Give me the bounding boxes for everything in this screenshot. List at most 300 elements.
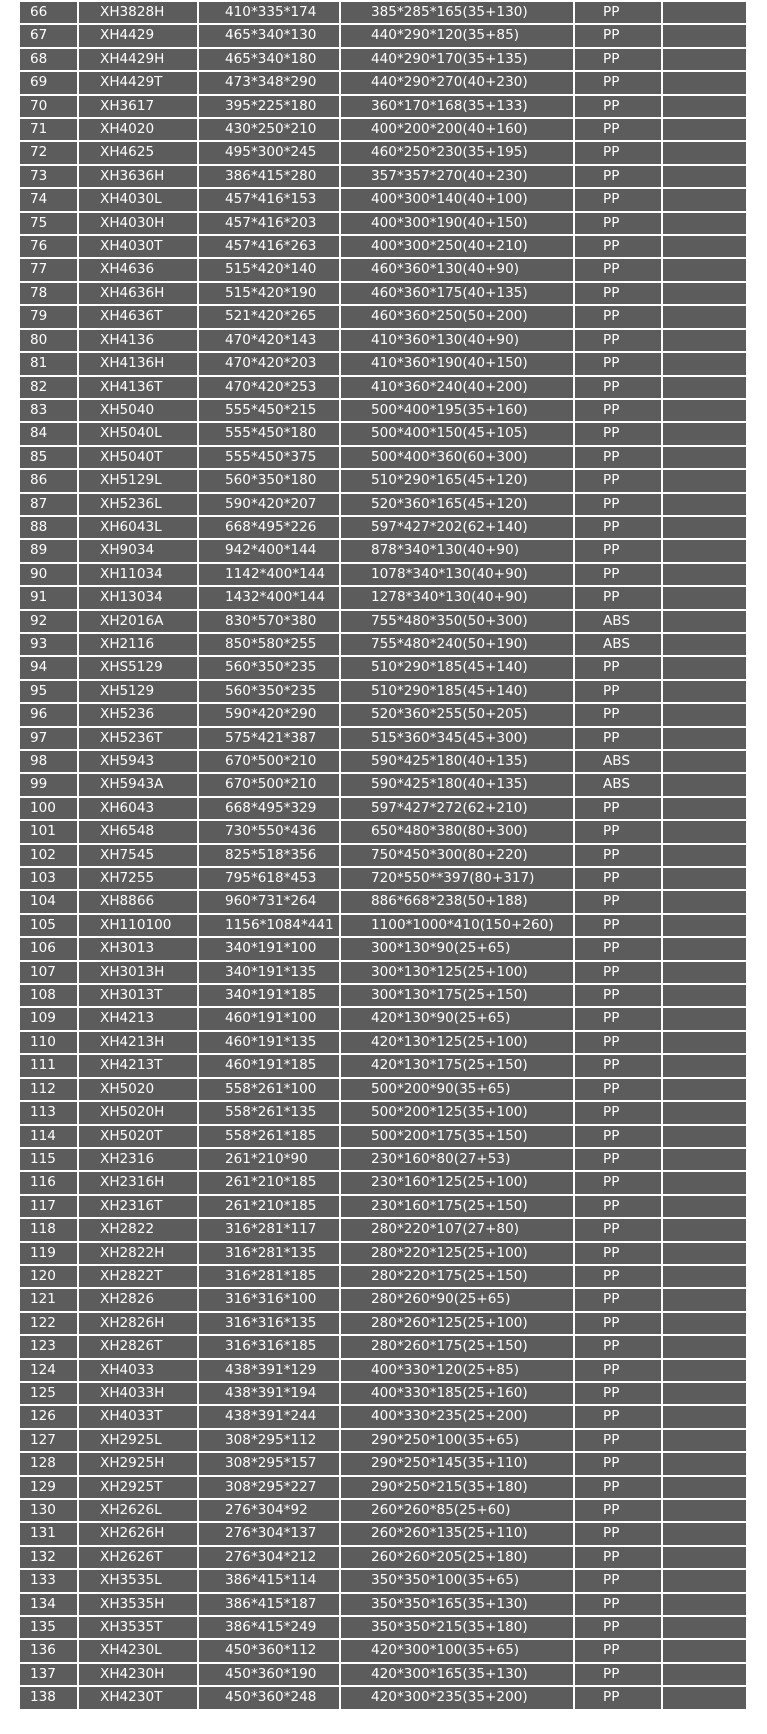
model-cell: XH4636H (79, 283, 197, 304)
material-cell: PP (575, 142, 661, 163)
flag-cell: 是 (663, 1055, 746, 1076)
model-cell: XH2822H (79, 1243, 197, 1264)
material-cell: PP (575, 1360, 661, 1381)
inner-size-cell: 300*130*175(25+150) (341, 985, 573, 1006)
table-row (20, 1687, 746, 1708)
row-number-cell: 119 (20, 1243, 77, 1264)
row-number-cell: 92 (20, 611, 77, 632)
model-cell: XH2826 (79, 1289, 197, 1310)
table-row (20, 798, 746, 819)
inner-size-cell: 420*300*165(35+130) (341, 1664, 573, 1685)
row-number-cell: 138 (20, 1687, 77, 1708)
row-number-cell: 87 (20, 494, 77, 515)
flag-cell: 是 (663, 517, 746, 538)
material-cell: PP (575, 681, 661, 702)
row-number-cell: 134 (20, 1594, 77, 1615)
flag-cell: 是 (663, 915, 746, 936)
outer-size-cell: 340*191*100 (199, 938, 339, 959)
row-number-cell: 127 (20, 1430, 77, 1451)
material-cell: PP (575, 400, 661, 421)
outer-size-cell: 1142*400*144 (199, 564, 339, 585)
inner-size-cell: 510*290*185(45+140) (341, 657, 573, 678)
outer-size-cell: 316*316*100 (199, 1289, 339, 1310)
row-number-cell: 124 (20, 1360, 77, 1381)
model-cell: XH5020T (79, 1126, 197, 1147)
material-cell: PP (575, 236, 661, 257)
outer-size-cell: 386*415*187 (199, 1594, 339, 1615)
outer-size-cell: 560*350*180 (199, 470, 339, 491)
model-cell: XH4213T (79, 1055, 197, 1076)
row-number-cell: 97 (20, 728, 77, 749)
flag-cell: 是 (663, 189, 746, 210)
outer-size-cell: 308*295*112 (199, 1430, 339, 1451)
table-row (20, 1149, 746, 1170)
row-number-cell: 95 (20, 681, 77, 702)
table-row (20, 1500, 746, 1521)
flag-cell: 是 (663, 634, 746, 655)
material-cell: PP (575, 915, 661, 936)
table-row (20, 517, 746, 538)
row-number-cell: 84 (20, 423, 77, 444)
flag-cell: 是 (663, 1032, 746, 1053)
outer-size-cell: 261*210*185 (199, 1172, 339, 1193)
inner-size-cell: 420*130*175(25+150) (341, 1055, 573, 1076)
flag-cell: 是 (663, 25, 746, 46)
row-number-cell: 105 (20, 915, 77, 936)
inner-size-cell: 520*360*165(45+120) (341, 494, 573, 515)
model-cell: XH4230L (79, 1640, 197, 1661)
product-spec-table (18, 0, 767, 1711)
material-cell: PP (575, 1523, 661, 1544)
table-row (20, 1523, 746, 1544)
model-cell: XH4429H (79, 49, 197, 70)
material-cell: PP (575, 377, 661, 398)
row-number-cell: 113 (20, 1102, 77, 1123)
row-number-cell: 116 (20, 1172, 77, 1193)
inner-size-cell: 440*290*170(35+135) (341, 49, 573, 70)
material-cell: PP (575, 540, 661, 561)
row-number-cell: 100 (20, 798, 77, 819)
model-cell: XH3013 (79, 938, 197, 959)
flag-cell: 是 (663, 49, 746, 70)
row-number-cell: 78 (20, 283, 77, 304)
table-row (20, 236, 746, 257)
outer-size-cell: 450*360*112 (199, 1640, 339, 1661)
table-row (20, 1032, 746, 1053)
flag-cell: 是 (663, 213, 746, 234)
table-row (20, 1172, 746, 1193)
material-cell: PP (575, 306, 661, 327)
inner-size-cell: 500*400*150(45+105) (341, 423, 573, 444)
model-cell: XH4136H (79, 353, 197, 374)
table-row (20, 377, 746, 398)
table-row (20, 25, 746, 46)
inner-size-cell: 590*425*180(40+135) (341, 751, 573, 772)
table-row (20, 1430, 746, 1451)
outer-size-cell: 670*500*210 (199, 751, 339, 772)
table-row (20, 189, 746, 210)
flag-cell: 是 (663, 657, 746, 678)
model-cell: XHS5129 (79, 657, 197, 678)
inner-size-cell: 410*360*130(40+90) (341, 330, 573, 351)
material-cell: PP (575, 470, 661, 491)
outer-size-cell: 470*420*203 (199, 353, 339, 374)
flag-cell: 是 (663, 283, 746, 304)
model-cell: XH2316 (79, 1149, 197, 1170)
row-number-cell: 129 (20, 1477, 77, 1498)
outer-size-cell: 340*191*135 (199, 962, 339, 983)
inner-size-cell: 280*260*125(25+100) (341, 1313, 573, 1334)
model-cell: XH5943A (79, 774, 197, 795)
material-cell: PP (575, 1266, 661, 1287)
outer-size-cell: 308*295*227 (199, 1477, 339, 1498)
inner-size-cell: 500*400*195(35+160) (341, 400, 573, 421)
flag-cell: 是 (663, 1008, 746, 1029)
outer-size-cell: 521*420*265 (199, 306, 339, 327)
inner-size-cell: 515*360*345(45+300) (341, 728, 573, 749)
inner-size-cell: 878*340*130(40+90) (341, 540, 573, 561)
material-cell: PP (575, 1406, 661, 1427)
row-number-cell: 135 (20, 1617, 77, 1638)
flag-cell: 否 (663, 1687, 746, 1708)
inner-size-cell: 590*425*180(40+135) (341, 774, 573, 795)
outer-size-cell: 473*348*290 (199, 72, 339, 93)
material-cell: PP (575, 728, 661, 749)
flag-cell: 是 (663, 540, 746, 561)
outer-size-cell: 261*210*185 (199, 1196, 339, 1217)
table-row (20, 1570, 746, 1591)
flag-cell: 是 (663, 1266, 746, 1287)
flag-cell: 是 (663, 330, 746, 351)
outer-size-cell: 850*580*255 (199, 634, 339, 655)
flag-cell: 是 (663, 306, 746, 327)
flag-cell: 否 (663, 1453, 746, 1474)
outer-size-cell: 276*304*212 (199, 1547, 339, 1568)
outer-size-cell: 470*420*143 (199, 330, 339, 351)
row-number-cell: 101 (20, 821, 77, 842)
model-cell: XH7545 (79, 845, 197, 866)
material-cell: PP (575, 657, 661, 678)
table-row (20, 845, 746, 866)
material-cell: PP (575, 587, 661, 608)
flag-cell: 是 (663, 400, 746, 421)
flag-cell: 是 (663, 1172, 746, 1193)
row-number-cell: 132 (20, 1547, 77, 1568)
outer-size-cell: 386*415*249 (199, 1617, 339, 1638)
model-cell: XH7255 (79, 868, 197, 889)
inner-size-cell: 410*360*240(40+200) (341, 377, 573, 398)
inner-size-cell: 1278*340*130(40+90) (341, 587, 573, 608)
table-row (20, 728, 746, 749)
inner-size-cell: 280*220*175(25+150) (341, 1266, 573, 1287)
flag-cell: 是 (663, 2, 746, 23)
table-row (20, 400, 746, 421)
material-cell: PP (575, 1640, 661, 1661)
table-row (20, 564, 746, 585)
inner-size-cell: 230*160*125(25+100) (341, 1172, 573, 1193)
row-number-cell: 131 (20, 1523, 77, 1544)
flag-cell: 是 (663, 72, 746, 93)
inner-size-cell: 510*290*165(45+120) (341, 470, 573, 491)
row-number-cell: 114 (20, 1126, 77, 1147)
model-cell: XH5020 (79, 1079, 197, 1100)
inner-size-cell: 460*360*130(40+90) (341, 259, 573, 280)
material-cell: ABS (575, 774, 661, 795)
inner-size-cell: 300*130*90(25+65) (341, 938, 573, 959)
model-cell: XH6043L (79, 517, 197, 538)
material-cell: PP (575, 1172, 661, 1193)
inner-size-cell: 410*360*190(40+150) (341, 353, 573, 374)
table-row (20, 1102, 746, 1123)
table-row (20, 330, 746, 351)
table-row (20, 49, 746, 70)
outer-size-cell: 316*316*185 (199, 1336, 339, 1357)
table-row (20, 1664, 746, 1685)
material-cell: PP (575, 1219, 661, 1240)
inner-size-cell: 280*260*90(25+65) (341, 1289, 573, 1310)
flag-cell: 是 (663, 447, 746, 468)
spec-table-sheet (18, 0, 767, 1711)
model-cell: XH6548 (79, 821, 197, 842)
table-row (20, 1219, 746, 1240)
row-number-cell: 83 (20, 400, 77, 421)
model-cell: XH4636 (79, 259, 197, 280)
outer-size-cell: 340*191*185 (199, 985, 339, 1006)
inner-size-cell: 1078*340*130(40+90) (341, 564, 573, 585)
outer-size-cell: 465*340*130 (199, 25, 339, 46)
flag-cell: 否 (663, 1500, 746, 1521)
table-row (20, 751, 746, 772)
flag-cell: 否 (663, 1547, 746, 1568)
outer-size-cell: 460*191*100 (199, 1008, 339, 1029)
model-cell: XH5040 (79, 400, 197, 421)
inner-size-cell: 597*427*202(62+140) (341, 517, 573, 538)
outer-size-cell: 515*420*140 (199, 259, 339, 280)
material-cell: PP (575, 1289, 661, 1310)
outer-size-cell: 276*304*137 (199, 1523, 339, 1544)
outer-size-cell: 316*316*135 (199, 1313, 339, 1334)
outer-size-cell: 450*360*190 (199, 1664, 339, 1685)
flag-cell: 是 (663, 470, 746, 491)
model-cell: XH2826H (79, 1313, 197, 1334)
material-cell: PP (575, 96, 661, 117)
material-cell: PP (575, 868, 661, 889)
model-cell: XH2925H (79, 1453, 197, 1474)
flag-cell: 是 (663, 1149, 746, 1170)
outer-size-cell: 470*420*253 (199, 377, 339, 398)
model-cell: XH2826T (79, 1336, 197, 1357)
row-number-cell: 76 (20, 236, 77, 257)
table-row (20, 1360, 746, 1381)
row-number-cell: 125 (20, 1383, 77, 1404)
model-cell: XH2316H (79, 1172, 197, 1193)
material-cell: ABS (575, 611, 661, 632)
row-number-cell: 72 (20, 142, 77, 163)
model-cell: XH4030L (79, 189, 197, 210)
flag-cell: 是 (663, 774, 746, 795)
flag-cell: 是 (663, 611, 746, 632)
inner-size-cell: 350*350*165(35+130) (341, 1594, 573, 1615)
table-row (20, 1477, 746, 1498)
material-cell: PP (575, 1547, 661, 1568)
flag-cell: 否 (663, 1617, 746, 1638)
flag-cell: 是 (663, 377, 746, 398)
row-number-cell: 103 (20, 868, 77, 889)
inner-size-cell: 290*250*145(35+110) (341, 1453, 573, 1474)
table-row (20, 96, 746, 117)
outer-size-cell: 558*261*100 (199, 1079, 339, 1100)
model-cell: XH4230H (79, 1664, 197, 1685)
model-cell: XH5129 (79, 681, 197, 702)
row-number-cell: 79 (20, 306, 77, 327)
table-row (20, 142, 746, 163)
model-cell: XH5129L (79, 470, 197, 491)
row-number-cell: 122 (20, 1313, 77, 1334)
outer-size-cell: 460*191*135 (199, 1032, 339, 1053)
inner-size-cell: 350*350*100(35+65) (341, 1570, 573, 1591)
outer-size-cell: 590*420*207 (199, 494, 339, 515)
outer-size-cell: 276*304*92 (199, 1500, 339, 1521)
material-cell: PP (575, 1079, 661, 1100)
material-cell: PP (575, 330, 661, 351)
material-cell: PP (575, 1687, 661, 1708)
row-number-cell: 118 (20, 1219, 77, 1240)
material-cell: PP (575, 213, 661, 234)
inner-size-cell: 360*170*168(35+133) (341, 96, 573, 117)
row-number-cell: 88 (20, 517, 77, 538)
flag-cell: 是 (663, 1219, 746, 1240)
material-cell: PP (575, 1243, 661, 1264)
model-cell: XH4429T (79, 72, 197, 93)
inner-size-cell: 500*200*175(35+150) (341, 1126, 573, 1147)
material-cell: PP (575, 845, 661, 866)
outer-size-cell: 457*416*263 (199, 236, 339, 257)
inner-size-cell: 400*300*140(40+100) (341, 189, 573, 210)
row-number-cell: 85 (20, 447, 77, 468)
inner-size-cell: 290*250*100(35+65) (341, 1430, 573, 1451)
inner-size-cell: 385*285*165(35+130) (341, 2, 573, 23)
material-cell: PP (575, 1500, 661, 1521)
model-cell: XH3535L (79, 1570, 197, 1591)
row-number-cell: 70 (20, 96, 77, 117)
flag-cell: 是 (663, 1102, 746, 1123)
flag-cell: 是 (663, 891, 746, 912)
table-row (20, 1126, 746, 1147)
row-number-cell: 137 (20, 1664, 77, 1685)
flag-cell: 是 (663, 236, 746, 257)
table-row (20, 1008, 746, 1029)
inner-size-cell: 300*130*125(25+100) (341, 962, 573, 983)
row-number-cell: 67 (20, 25, 77, 46)
inner-size-cell: 280*260*175(25+150) (341, 1336, 573, 1357)
model-cell: XH4136T (79, 377, 197, 398)
material-cell: PP (575, 1336, 661, 1357)
outer-size-cell: 515*420*190 (199, 283, 339, 304)
inner-size-cell: 500*400*360(60+300) (341, 447, 573, 468)
flag-cell: 否 (663, 1430, 746, 1451)
outer-size-cell: 668*495*329 (199, 798, 339, 819)
row-number-cell: 128 (20, 1453, 77, 1474)
material-cell: PP (575, 49, 661, 70)
outer-size-cell: 386*415*280 (199, 166, 339, 187)
outer-size-cell: 555*450*180 (199, 423, 339, 444)
table-row (20, 657, 746, 678)
row-number-cell: 117 (20, 1196, 77, 1217)
material-cell: PP (575, 962, 661, 983)
outer-size-cell: 308*295*157 (199, 1453, 339, 1474)
flag-cell: 是 (663, 845, 746, 866)
material-cell: PP (575, 259, 661, 280)
outer-size-cell: 558*261*135 (199, 1102, 339, 1123)
model-cell: XH2626H (79, 1523, 197, 1544)
table-row (20, 1266, 746, 1287)
table-row (20, 1079, 746, 1100)
model-cell: XH2316T (79, 1196, 197, 1217)
row-number-cell: 111 (20, 1055, 77, 1076)
row-number-cell: 98 (20, 751, 77, 772)
material-cell: ABS (575, 751, 661, 772)
flag-cell: 是 (663, 1360, 746, 1381)
inner-size-cell: 460*360*250(50+200) (341, 306, 573, 327)
outer-size-cell: 560*350*235 (199, 657, 339, 678)
inner-size-cell: 400*330*235(25+200) (341, 1406, 573, 1427)
table-row (20, 213, 746, 234)
inner-size-cell: 440*290*270(40+230) (341, 72, 573, 93)
table-row (20, 868, 746, 889)
table-row (20, 821, 746, 842)
inner-size-cell: 420*130*90(25+65) (341, 1008, 573, 1029)
model-cell: XH4033 (79, 1360, 197, 1381)
inner-size-cell: 597*427*272(62+210) (341, 798, 573, 819)
inner-size-cell: 400*300*190(40+150) (341, 213, 573, 234)
model-cell: XH5040L (79, 423, 197, 444)
outer-size-cell: 560*350*235 (199, 681, 339, 702)
material-cell: PP (575, 353, 661, 374)
material-cell: PP (575, 25, 661, 46)
row-number-cell: 81 (20, 353, 77, 374)
row-number-cell: 73 (20, 166, 77, 187)
row-number-cell: 121 (20, 1289, 77, 1310)
model-cell: XH110100 (79, 915, 197, 936)
model-cell: XH2822T (79, 1266, 197, 1287)
model-cell: XH5236L (79, 494, 197, 515)
flag-cell: 是 (663, 704, 746, 725)
inner-size-cell: 400*330*185(25+160) (341, 1383, 573, 1404)
material-cell: PP (575, 1477, 661, 1498)
model-cell: XH2116 (79, 634, 197, 655)
outer-size-cell: 316*281*135 (199, 1243, 339, 1264)
flag-cell: 是 (663, 938, 746, 959)
material-cell: PP (575, 1008, 661, 1029)
inner-size-cell: 720*550**397(80+317) (341, 868, 573, 889)
row-number-cell: 91 (20, 587, 77, 608)
inner-size-cell: 440*290*120(35+85) (341, 25, 573, 46)
outer-size-cell: 438*391*194 (199, 1383, 339, 1404)
model-cell: XH5020H (79, 1102, 197, 1123)
row-number-cell: 94 (20, 657, 77, 678)
table-row (20, 985, 746, 1006)
model-cell: XH2925L (79, 1430, 197, 1451)
material-cell: PP (575, 447, 661, 468)
model-cell: XH9034 (79, 540, 197, 561)
material-cell: PP (575, 494, 661, 515)
outer-size-cell: 830*570*380 (199, 611, 339, 632)
material-cell: PP (575, 1055, 661, 1076)
outer-size-cell: 668*495*226 (199, 517, 339, 538)
inner-size-cell: 420*130*125(25+100) (341, 1032, 573, 1053)
table-row (20, 587, 746, 608)
outer-size-cell: 590*420*290 (199, 704, 339, 725)
